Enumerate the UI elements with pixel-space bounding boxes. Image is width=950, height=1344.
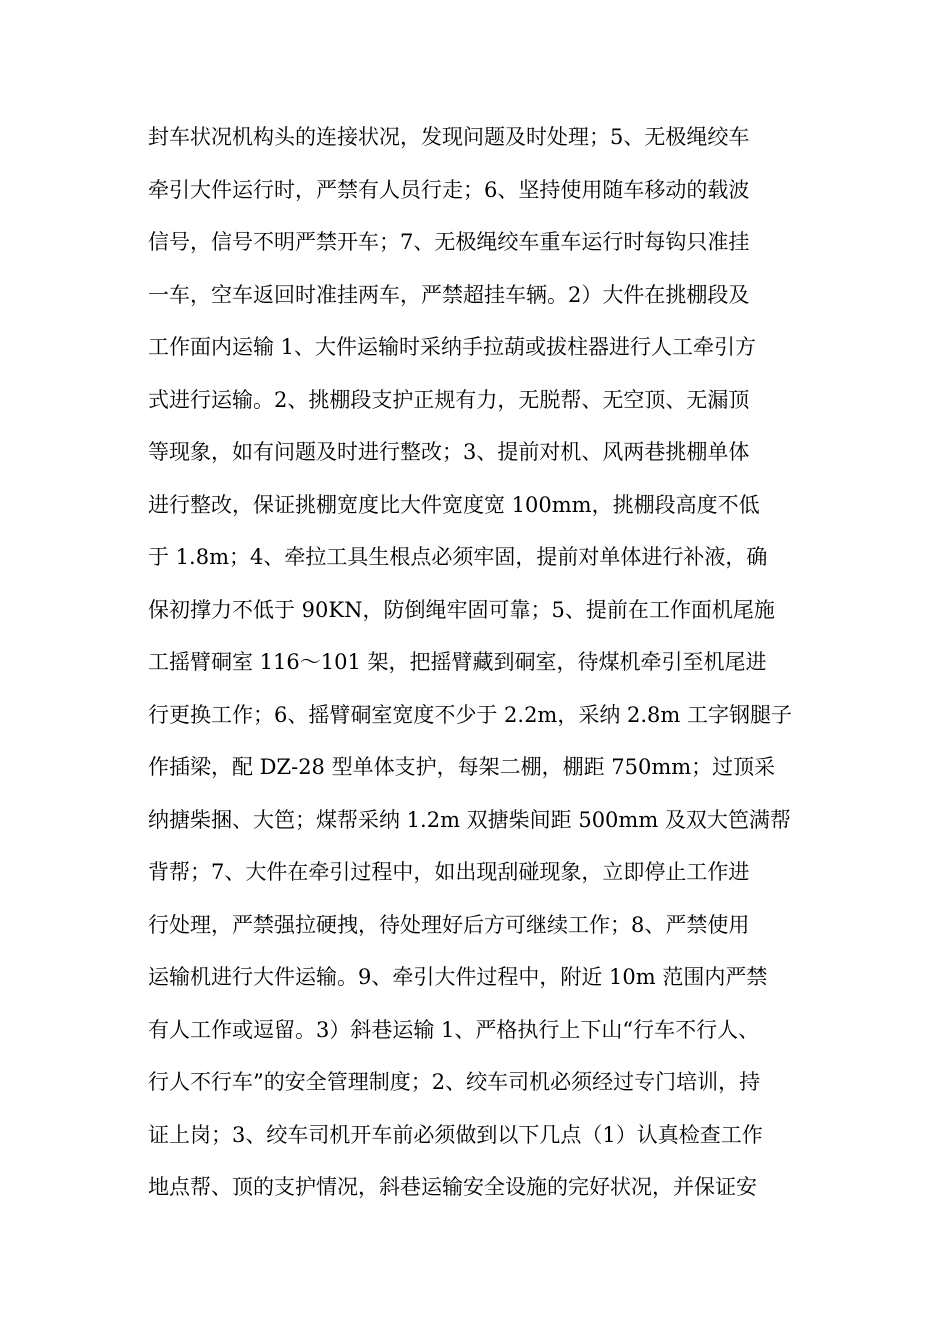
text-line: 地点帮、顶的支护情况，斜巷运输安全设施的完好状况，并保证安 — [148, 1175, 757, 1199]
text-line: 运输机进行大件运输。9、牵引大件过程中，附近 10m 范围内严禁 — [148, 965, 768, 989]
text-line: 信号，信号不明严禁开车；7、无极绳绞车重车运行时每钩只准挂 — [148, 230, 750, 254]
text-line: 背帮；7、大件在牵引过程中，如出现刮碰现象，立即停止工作进 — [148, 860, 750, 884]
text-line: 牵引大件运行时，严禁有人员行走；6、坚持使用随车移动的载波 — [148, 177, 750, 202]
text-line: 等现象，如有问题及时进行整改；3、提前对机、风两巷挑棚单体 — [148, 440, 750, 464]
text-line: 保初撑力不低于 90KN，防倒绳牢固可靠；5、提前在工作面机尾施 — [148, 597, 775, 622]
text-line: 行人不行车”的安全管理制度；2、绞车司机必须经过专门培训，持 — [148, 1070, 761, 1094]
body-text — [148, 116, 808, 1219]
text-line: 纳搪柴捆、大笆；煤帮采纳 1.2m 双搪柴间距 500mm 及双大笆满帮 — [148, 807, 791, 832]
text-line: 工作面内运输 1、大件运输时采纳手拉葫或拔柱器进行人工牵引方 — [148, 335, 757, 359]
text-line: 证上岗；3、绞车司机开车前必须做到以下几点（1）认真检查工作 — [148, 1122, 763, 1147]
text-line: 封车状况机构头的连接状况，发现问题及时处理；5、无极绳绞车 — [148, 125, 750, 149]
text-line: 有人工作或逗留。3）斜巷运输 1、严格执行上下山“行车不行人、 — [148, 1017, 760, 1042]
text-line: 进行整改，保证挑棚宽度比大件宽度宽 100mm，挑棚段高度不低 — [148, 492, 760, 517]
text-line: 工摇臂硐室 116～101 架，把摇臂藏到硐室，待煤机牵引至机尾进 — [148, 650, 767, 674]
text-line: 作插梁，配 DZ-28 型单体支护，每架二棚，棚距 750mm；过顶采 — [148, 755, 776, 779]
text-line: 于 1.8m；4、牵拉工具生根点必须牢固，提前对单体进行补液，确 — [148, 545, 768, 569]
text-line: 行更换工作；6、摇臂硐室宽度不少于 2.2m，采纳 2.8m 工字钢腿子 — [148, 702, 793, 727]
text-line: 一车，空车返回时准挂两车，严禁超挂车辆。2）大件在挑棚段及 — [148, 282, 750, 307]
text-line: 行处理，严禁强拉硬拽，待处理好后方可继续工作；8、严禁使用 — [148, 912, 750, 937]
text-line: 式进行运输。2、挑棚段支护正规有力，无脱帮、无空顶、无漏顶 — [148, 387, 750, 412]
